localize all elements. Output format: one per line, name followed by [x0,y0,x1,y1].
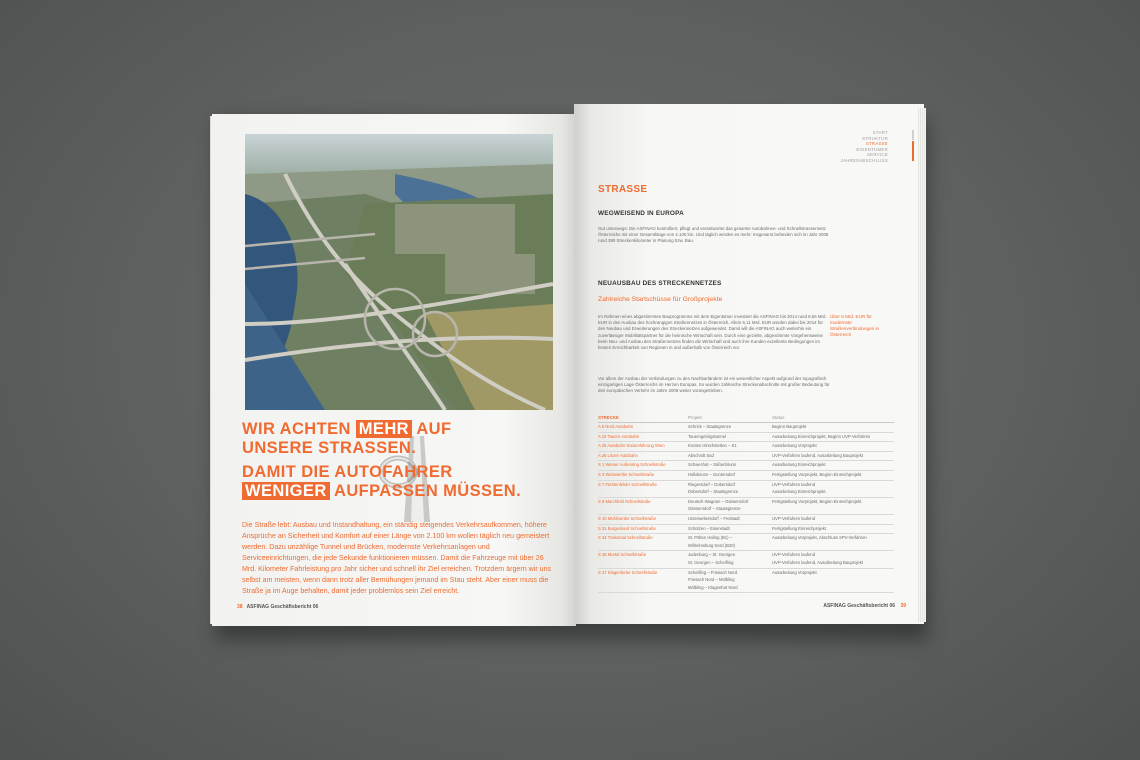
cell-projekt: Riegersdorf – Dobersdorf [688,481,736,487]
cell-status: Ausarbeitung Einreichprojekt, Beginn UVP-Verfahren [772,433,871,439]
aerial-highway-illustration [245,134,553,410]
table-body [598,423,894,593]
cell-projekt: Gänserndorf – Staatsgrenze [688,506,741,512]
table-header [598,414,894,423]
cell-projekt: Dobersdorf – Staatsgrenze [688,489,739,495]
cell-strecke: A 25 Autobahn Südumfahrung Wien [598,443,665,449]
headline-line-1: WIR ACHTEN MEHR AUF [242,420,452,438]
section1-text: Gut unterwegs: Die ASFINAG kontrolliert, pflegt und verantwortet das gesamte Autobahnen- und Schnellstrassennetz Österreichs mit einer Gesamtlänge von 2.100 km. Und täglich werden es mehr: Insgesamt befanden sich im Jahr 2006 rund 390 Streckenkilometer in Planung bzw. Bau. [598,226,829,244]
cell-status: Ausarbeitung Vorprojekt [772,569,817,575]
index-item-jahresabschluss: JAHRESABSCHLUSS [840,157,888,163]
cell-projekt: St. Georgen – Scheifling [688,559,734,565]
cell-status: Ausarbeitung Einreichprojekt [772,489,826,495]
cell-status: UVP-Verfahren laufend, Ausarbeitung Bauprojekt [772,559,864,565]
cell-status: Fertigstellung Vorprojekt, Beginn Einreichprojekt [772,471,862,477]
right-footer-text: ASFINAG Geschäftsbericht 06 [823,603,896,609]
index-item-service: SERVICE [867,152,888,158]
cell-projekt: St. Pölten Hafing (B1) – [688,535,732,541]
right-page-number: 39 [900,603,906,609]
table-row [598,423,894,433]
sidenote: Über 6 Mrd. EUR für modernste Straßenverbindungen in Österreich [830,314,880,337]
cell-projekt: Scheifling – Friesach Nord [688,569,738,575]
cell-status: UVP-Verfahren laufend, Ausarbeitung Bauprojekt [772,452,864,458]
column-header-projekt: Projekt [688,415,702,420]
cell-projekt: Unterweitersdorf – Freistadt [688,515,740,521]
cell-status: UVP-Verfahren laufend [772,552,816,558]
column-header-strecke: STRECKE [598,415,619,420]
table-row [598,569,894,594]
table-row [598,442,894,452]
cell-projekt: Abschnitt Süd [688,452,714,458]
cell-strecke: S 7 Fürstenfelder Schnellstraße [598,481,657,487]
section1-heading: WEGWEISEND IN EUROPA [598,210,684,217]
column-header-status: Status [772,415,785,420]
cell-projekt: Schützen – Eisenstadt [688,525,730,531]
cell-status: UVP-Verfahren laufend [772,481,816,487]
cell-projekt: Deutsch-Wagram – Gänserndorf [688,498,749,504]
right-page-edge [918,108,926,622]
headline-line-4: WENIGER AUFPASSEN MÜSSEN. [242,482,521,501]
cell-projekt: Knoten Hirschstetten – S1 [688,443,737,449]
cell-status: Ausarbeitung Einreichprojekt [772,462,826,468]
index-item-start: START [872,130,888,135]
cell-strecke: S 37 Klagenfurter Schnellstraße [598,569,658,575]
table-row [598,551,894,568]
cell-projekt: Friesach Nord – Mölbling [688,577,735,583]
headline-line-3: DAMIT DIE AUTOFAHRER [242,463,453,481]
page-title: STRASSE [598,184,648,195]
cell-projekt: Mölbling – Klagenfurt Nord [688,584,738,590]
cell-status: Beginn Bauprojekt [772,424,807,429]
index-item-eigentuemer: EIGENTUMER [856,146,888,152]
table-row [598,498,894,515]
cell-strecke: A 26 Linzer Autobahn [598,452,638,458]
cell-projekt: Schwechat – Süßenbrunn [688,462,737,468]
highlight-mehr: MEHR [356,420,412,438]
table-row [598,515,894,525]
left-page-number: 38 [237,604,243,610]
section-index [841,130,888,164]
section2-text-1: Im Rahmen eines abgestimmten Bauprogramms mit dem Eigentümer investiert die ASFINAG bis 2014 rund 8,56 Mrd. EUR in den Ausbau des hochrangigen Straßennetzes in Österreich. Allein 6,11 Mrd. EUR werden dabei bis 2014 für den Neubau und Erweiterungen des Streckennetzes aufgewendet. Damit will die ASFINAG auch weiterhin ein zuverlässiger Mobilitätspartner für die heimische Wirtschaft sein. Durch eine gezielte, abgestimmte Vorgehensweise beim Neu- und Ausbau des Straßennetzes finden die Wirtschaft und auch ihre Kunden exzellente Bedingungen im besten Erreichbarkeit von Regionen in und außerhalb von Österreich vor. [598,314,827,351]
headline-line-2: UNSERE STRASSEN. [242,439,417,457]
cell-projekt: Schrick – Staatsgrenze [688,424,732,429]
table-row [598,461,894,471]
cell-strecke: S 34 Traisental Schnellstraße [598,535,653,541]
left-page [212,114,576,626]
table-row [598,452,894,462]
cell-projekt: Wilhelmsburg Nord (B20) [688,542,736,548]
cell-strecke: S 1 Wiener Außenring Schnellstraße [598,462,666,468]
right-page [574,104,924,624]
cell-projekt: Tauerngebirgstunnel [688,433,726,439]
cell-strecke: A 5 Nord Autobahn [598,424,634,429]
highlight-weniger: WENIGER [242,482,330,500]
index-tab-active [912,141,914,161]
cell-strecke: S 10 Mühlviertler Schnellstraße [598,515,657,521]
cell-status: Fertigstellung Einreichprojekt [772,525,826,531]
left-footer [237,604,318,610]
aerial-highway-photo [245,134,553,410]
table-row [598,525,894,535]
cell-strecke: S 3 Weinviertler Schnellstraße [598,471,655,477]
cell-status: Ausarbeitung Vorprojekt [772,443,817,449]
section2-heading: NEUAUSBAU DES STRECKENNETZES [598,280,722,287]
index-item-strasse: STRASSE [865,141,888,147]
cell-status: Fertigstellung Vorprojekt, Beginn Einreichprojekt [772,498,862,504]
index-tab-upper [912,130,914,140]
cell-strecke: S 36 Murtal Schnellstraße [598,552,647,558]
cell-strecke: S 31 Burgenland Schnellstraße [598,525,656,531]
cell-strecke: A 10 Tauern Autobahn [598,433,640,439]
left-body-text: Die Straße lebt: Ausbau und Instandhaltung, ein ständig steigendes Verkehrsaufkommen, höhere Ansprüche an Sicherheit und Komfort auf einer Länge von 2.100 km wollen täglich neu gemeistert werden. Dazu unzählige Tunnel und Brücken, modernste Verkehrsanlagen und Serviceeinrichtungen, die jede Sekunde funktionieren müssen. Damit die Fahrzeuge mit über 26 Mrd. Kilometer Fahrleistung pro Jahr sicher und schnell ihr Ziel erreichen. Trotzdem ärgern wir uns selbst am meisten, wenn dann trotz aller Bemühungen jemand im Stau steht. Aber einer muss die Straße ja im Auge behalten, damit jeder problemlos sein Ziel erreicht. [242,521,552,595]
section2-text-2: Vor allem der Ausbau der Verbindungen zu den Nachbarländern ist ein wesentlicher Aspekt aufgrund der topografisch einzigartigen Lage Österreichs im Herzen Europas. So wurden zahlreiche Streckenabschnitte mit großer Bedeutung für den europäischen Verkehr im Jahre 2008 weiter vorangetrieben. [598,376,830,394]
cell-strecke: S 8 Marchfeld Schnellstraße [598,498,651,504]
left-footer-text: ASFINAG Geschäftsbericht 06 [246,604,319,610]
cell-status: UVP-Verfahren laufend [772,515,816,521]
cell-projekt: Hollabrunn – Guntersdorf [688,471,736,477]
right-footer [823,603,906,609]
projects-table [598,414,894,593]
table-row [598,433,894,443]
index-item-struktur: STRUKTUR [862,135,888,141]
cell-projekt: Judenburg – St. Georgen [688,552,736,558]
table-row [598,481,894,498]
cell-status: Ausarbeitung Vorprojekt, Abschluss SPV-Verfahren [772,535,867,541]
section2-subheading: Zahlreiche Startschüsse für Großprojekte [598,296,723,303]
table-row [598,534,894,551]
table-row [598,471,894,481]
